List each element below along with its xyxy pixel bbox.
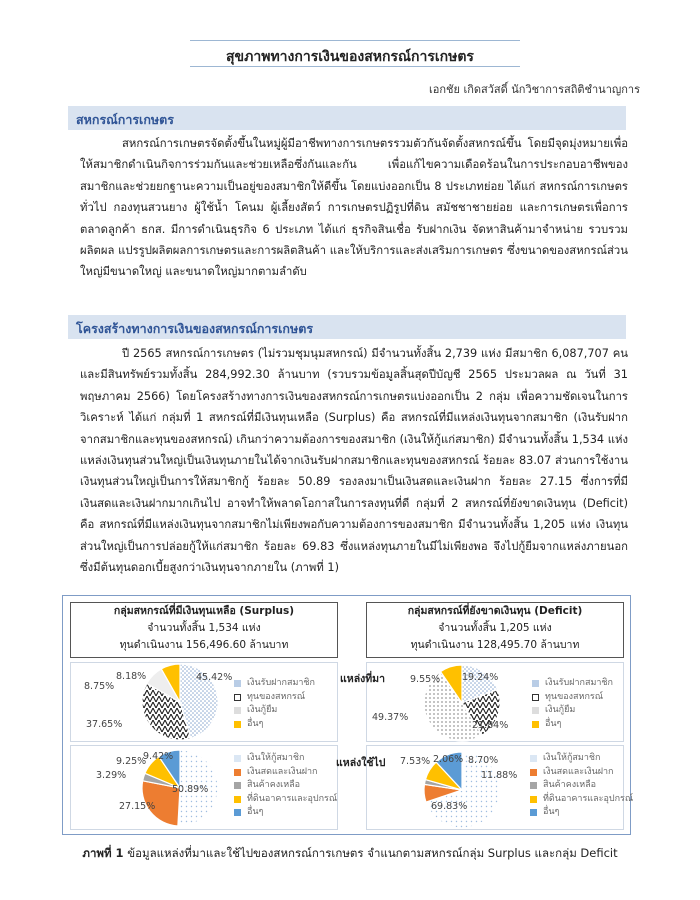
swatch-lending [530,755,537,762]
legend-label: เงินกู้ยืม [247,705,278,715]
pct-surplus-land: 9.25% [116,756,147,767]
pct-surplus-deposit: 45.42% [196,672,233,683]
pct-deficit-equity: 21.84% [472,720,509,731]
pct-deficit-lending: 69.83% [431,801,468,812]
legend-label: สินค้าคงเหลือ [543,780,597,790]
surplus-header-title: กลุ่มสหกรณ์ที่มีเงินทุนเหลือ (Surplus) [113,605,295,617]
pct-deficit-cash: 7.53% [400,756,431,767]
swatch-equity [532,694,539,701]
legend-item [532,691,613,705]
surplus-header-count: จำนวนทั้งสิ้น 1,534 แห่ง [147,622,261,634]
legend-item [530,752,633,766]
legend-label: เงินรับฝากสมาชิก [247,678,315,688]
pct-deficit-deposit: 19.24% [462,672,499,683]
legend-label: อื่นๆ [545,718,562,729]
swatch-inventory [530,782,537,789]
section-heading-text: โครงสร้างทางการเงินของสหกรณ์การเกษตร [76,321,314,336]
legend-label: เงินให้กู้สมาชิก [543,753,601,763]
swatch-equity [234,694,241,701]
legend-item [234,677,315,691]
deficit-header-capital: ทุนดำเนินงาน 128,495.70 ล้านบาท [410,639,580,651]
deficit-header-title: กลุ่มสหกรณ์ที่ยังขาดเงินทุน (Deficit) [407,605,583,617]
swatch-lending [234,755,241,762]
pct-deficit-other-uses: 11.88% [481,770,518,781]
legend-item [234,691,315,705]
surplus-header-capital: ทุนดำเนินงาน 156,496.60 ล้านบาท [119,639,289,651]
caption-label: ภาพที่ 1 [82,846,124,860]
paragraph-text: ปี 2565 สหกรณ์การเกษตร (ไม่รวมชุมนุมสหกรณ์) มีจำนวนทั้งสิ้น 2,739 แห่ง มีสมาชิก 6,087,707 คน และมีสินทรัพย์รวมทั้งสิ้น 284,992.30 ล้านบาท (รวบรวมข้อมูลสิ้นสุดปีบัญชี 2565 ประมวลผล ณ วันที่ 31 พฤษภาคม 2566) โดยโครงสร้างทางการเงินของสหกรณ์การเกษตรแบ่งออกเป็น 2 กลุ่ม เพื่อความชัดเจนในการวิเคราะห์ ได้แก่ กลุ่มที่ 1 สหกรณ์ที่มีเงินทุนเหลือ (Surplus) คือ สหกรณ์ที่มีแหล่งเงินทุนจากสมาชิก (เงินรับฝากจากสมาชิกและทุนของสหกรณ์) เกินกว่าความต้องการของสมาชิก (เงินให้กู้แก่สมาชิก) มีจำนวนทั้งสิ้น 1,534 แห่ง แหล่งเงินทุนส่วนใหญ่เป็นเงินทุนภายในได้จากเงินรับฝากสมาชิกและทุนของสหกรณ์ ร้อยละ 83.07 ส่วนการใช้งานเงินทุนส่วนใหญ่เป็นการให้สมาชิกกู้ ร้อยละ 50.89 รองลงมาเป็นเงินสดและเงินฝาก ร้อยละ 27.15 ซึ่งการที่มีเงินสดและเงินฝากมากเกินไป อาจทำให้พลาดโอกาสในการลงทุนที่ดี กลุ่มที่ 2 สหกรณ์ที่ยังขาดเงินทุน (Deficit) คือ สหกรณ์ที่มีแหล่งเงินทุนจากสมาชิกไม่เพียงพอกับความต้องการของสมาชิก มีจำนวนทั้งสิ้น 1,205 แห่ง เงินทุนส่วนใหญ่เป็นการปล่อยกู้ให้แก่สมาชิก ร้อยละ 69.83 ซึ่งแหล่งทุนภายในมีไม่เพียงพอ จึงไปกู้ยืมจากแหล่งภายนอก ซึ่งมีต้นทุนดอกเบี้ยสูงกว่าเงินทุนจากภายใน (ภาพที่ 1) [80,347,628,575]
swatch-land [530,796,537,803]
swatch-other-uses [234,809,241,816]
legend-label: เงินรับฝากสมาชิก [545,678,613,688]
legend-item [530,766,633,780]
section-heading-text: สหกรณ์การเกษตร [76,112,174,127]
legend-deficit-sources [532,677,613,731]
legend-label: เงินกู้ยืม [545,705,576,715]
legend-label: เงินให้กู้สมาชิก [247,753,305,763]
legend-label: ทุนของสหกรณ์ [545,691,604,702]
legend-label: เงินสดและเงินฝาก [543,766,614,777]
legend-item [530,779,633,793]
pct-surplus-other-uses: 9.42% [143,751,174,762]
pct-surplus-loan: 8.75% [84,681,115,692]
legend-label: อื่นๆ [247,718,264,729]
legend-label: เงินสดและเงินฝาก [247,766,318,777]
legend-surplus-sources [234,677,315,731]
swatch-deposit [532,680,539,687]
swatch-other [234,721,241,728]
legend-item [234,752,337,766]
legend-item [234,718,315,732]
legend-item [234,766,337,780]
pct-surplus-cash: 27.15% [119,801,156,812]
swatch-loan [234,707,241,714]
legend-item [234,806,337,820]
sources-label: แหล่งที่มา [340,673,385,685]
legend-item [530,806,633,820]
legend-item [532,704,613,718]
legend-label: ที่ดินอาคารและอุปกรณ์ [247,793,338,804]
swatch-loan [532,707,539,714]
figure-caption [0,845,700,863]
pct-surplus-inventory: 3.29% [96,770,127,781]
legend-item [234,779,337,793]
pct-deficit-land: 8.70% [468,755,499,766]
swatch-other [532,721,539,728]
legend-label: สินค้าคงเหลือ [247,780,301,790]
legend-label: ทุนของสหกรณ์ [247,691,306,702]
deficit-header-count: จำนวนทั้งสิ้น 1,205 แห่ง [438,622,552,634]
page-title: สุขภาพทางการเงินของสหกรณ์การเกษตร [226,49,474,65]
swatch-cash [234,769,241,776]
legend-label: ที่ดินอาคารและอุปกรณ์ [543,793,634,804]
legend-item [532,677,613,691]
legend-item [532,718,613,732]
legend-deficit-uses [530,752,633,820]
legend-item [530,793,633,807]
author-line: เอกชัย เกิดสวัสดิ์ นักวิชาการสถิติชำนาญการ [429,83,640,96]
swatch-land [234,796,241,803]
pct-deficit-other: 9.55% [410,674,441,685]
paragraph-text: สหกรณ์การเกษตรจัดตั้งขึ้นในหมู่ผู้มีอาชีพทางการเกษตรรวมตัวกันจัดตั้งสหกรณ์ขึ้น โดยมีจุดมุ่งหมายเพื่อให้สมาชิกดำเนินกิจการร่วมกันและช่วยเหลือซึ่งกันและกัน เพื่อแก้ไขความเดือดร้อนในการประกอบอาชีพของสมาชิกและช่วยยกฐานะความเป็นอยู่ของสมาชิกให้ดีขึ้น โดยแบ่งออกเป็น 8 ประเภทย่อย ได้แก่ สหกรณ์การเกษตรทั่วไป กองทุนสวนยาง ผู้ใช้น้ำ โคนม ผู้เลี้ยงสัตว์ การเกษตรปฏิรูปที่ดิน สมัชชาชายย่อย และการเกษตรเพื่อการตลาดลูกค้า ธกส. มีการดำเนินธุรกิจ 6 ประเภท ได้แก่ ธุรกิจสินเชื่อ รับฝากเงิน จัดหาสินค้ามาจำหน่าย รวบรวมผลิตผล แปรรูปผลิตผลการเกษตรและการผลิตสินค้า และให้บริการและส่งเสริมการเกษตร ซึ่งขนาดของสหกรณ์ส่วนใหญ่มีขนาดใหญ่ และขนาดใหญ่มากตามลำดับ [80,137,628,279]
legend-surplus-uses [234,752,337,820]
swatch-cash [530,769,537,776]
pct-deficit-inventory: 2.06% [433,754,464,765]
legend-label: อื่นๆ [543,807,560,817]
pct-surplus-other: 8.18% [116,671,147,682]
pct-deficit-loan: 49.37% [372,712,409,723]
swatch-other-uses [530,809,537,816]
pct-surplus-lending: 50.89% [172,784,209,795]
pct-surplus-equity: 37.65% [86,719,123,730]
legend-label: อื่นๆ [247,807,264,817]
legend-item [234,704,315,718]
swatch-deposit [234,680,241,687]
uses-label: แหล่งใช้ไป [336,757,386,769]
swatch-inventory [234,782,241,789]
caption-text: ข้อมูลแหล่งที่มาและใช้ไปของสหกรณ์การเกษตร จำแนกตามสหกรณ์กลุ่ม Surplus และกลุ่ม Deficit [123,846,618,860]
legend-item [234,793,337,807]
